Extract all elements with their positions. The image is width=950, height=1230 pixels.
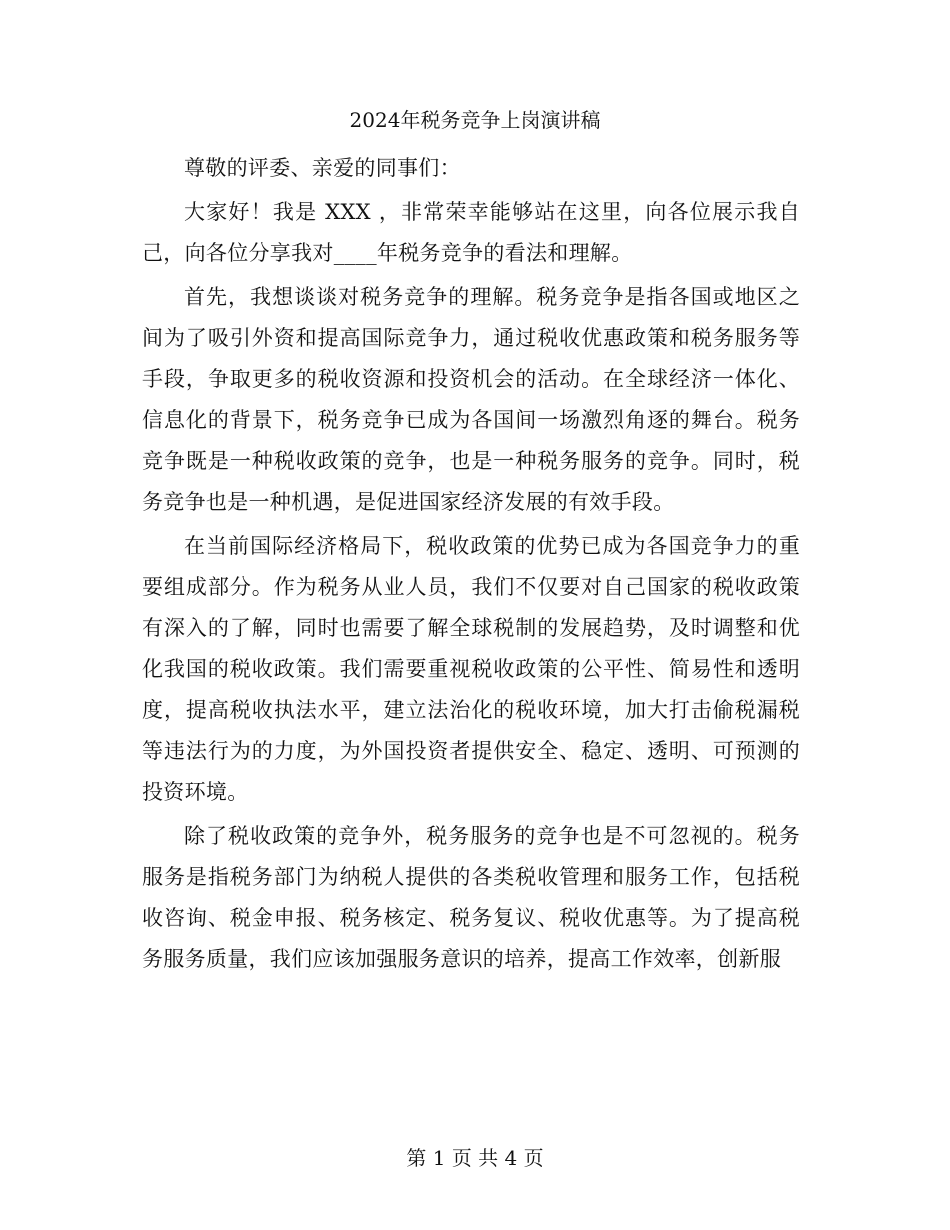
paragraph-tax-service: 除了税收政策的竞争外，税务服务的竞争也是不可忽视的。税务服务是指税务部门为纳税人提供的各类税收管理和服务工作，包括税收咨询、税金申报、税务核定、税务复议、税收优惠等。为了提高税务服务质量，我们应该加强服务意识的培养，提高工作效率，创新服 (142, 824, 800, 971)
document-body (142, 148, 800, 980)
paragraph-introduction: 大家好！我是 XXX ，非常荣幸能够站在这里，向各位展示我自己，向各位分享我对____年税务竞争的看法和理解。 (142, 200, 800, 265)
paragraph-greeting: 尊敬的评委、亲爱的同事们： (184, 156, 461, 180)
page-number-footer: 第 1 页 共 4 页 (406, 1146, 544, 1170)
paragraph-tax-policy: 在当前国际经济格局下，税收政策的优势已成为各国竞争力的重要组成部分。作为税务从业人员，我们不仅要对自己国家的税收政策有深入的了解，同时也需要了解全球税制的发展趋势，及时调整和优化我国的税收政策。我们需要重视税收政策的公平性、简易性和透明度，提高税收执法水平，建立法治化的税收环境，加大打击偷税漏税等违法行为的力度，为外国投资者提供安全、稳定、透明、可预测的投资环境。 (142, 534, 800, 804)
paragraph-tax-competition-definition: 首先，我想谈谈对税务竞争的理解。税务竞争是指各国或地区之间为了吸引外资和提高国际竞争力，通过税收优惠政策和税务服务等手段，争取更多的税收资源和投资机会的活动。在全球经济一体化、信息化的背景下，税务竞争已成为各国间一场激烈角逐的舞台。税务竞争既是一种税收政策的竞争，也是一种税务服务的竞争。同时，税务竞争也是一种机遇，是促进国家经济发展的有效手段。 (142, 285, 800, 514)
document-title: 2024年税务竞争上岗演讲稿 (349, 108, 601, 132)
